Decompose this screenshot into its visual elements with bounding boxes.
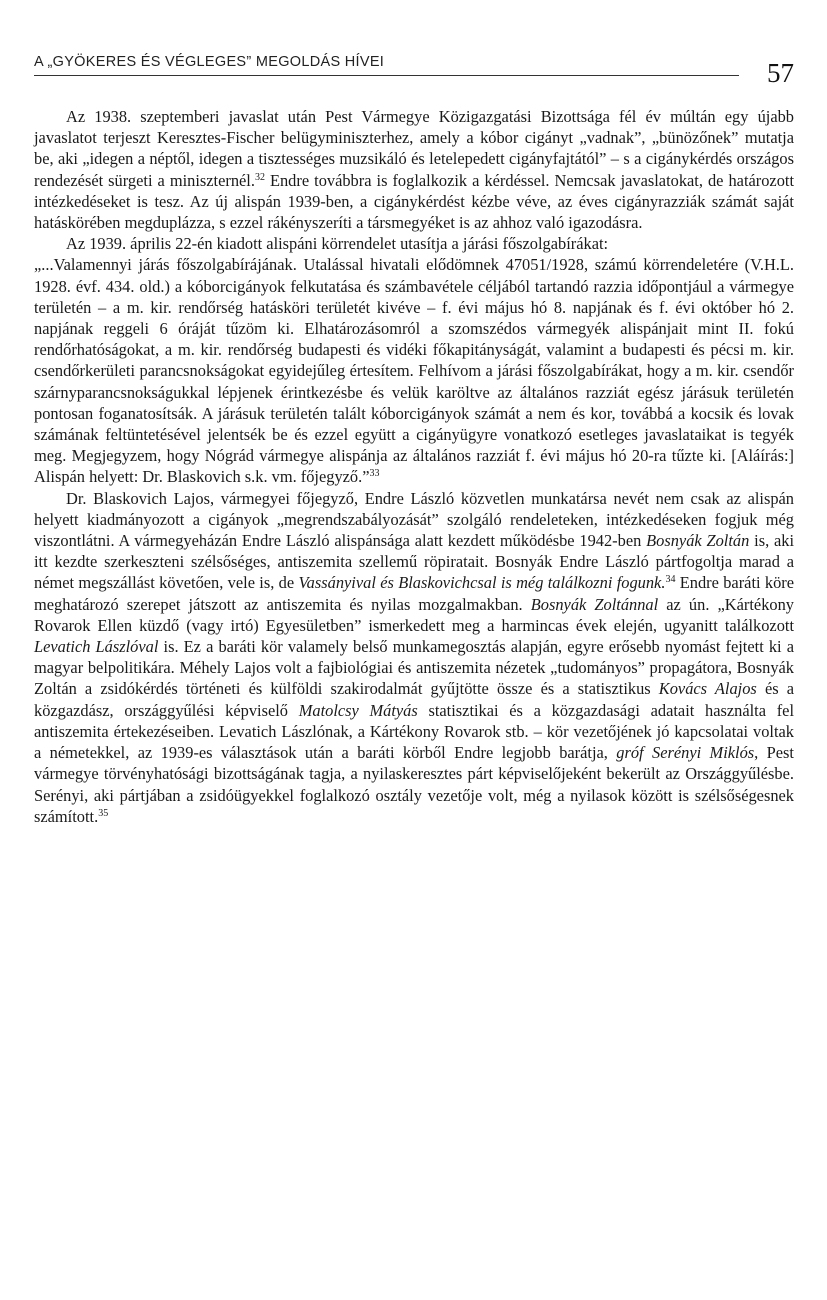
quoted-decree: [34, 254, 794, 487]
italic-name-bosnyak-2: Bosnyák Zoltánnal: [530, 594, 659, 614]
paragraph-4-text-h: , Pest vármegye törvényhatósági bizottságának tagja, a nyilaskeresztes párt képviselőjeként bekerült az Országgyűlésbe. Serényi, aki pártjában a zsidóügyekkel foglalkozó osztály vezetője volt, még a nyilasok között is szélsőségesnek számított.: [34, 743, 794, 826]
footnote-ref-32: 32: [254, 171, 265, 183]
paragraph-2-text: Az 1939. április 22-én kiadott alispáni körrendelet utasítja a járási főszolgabírákat:: [66, 234, 609, 254]
paragraph-4-text-g: statisztikai és a közgazdasági adatait használta fel antiszemita értekezéseiben. Levatich Lászlónak, a Kártékony Rovarok stb. – kör vezetőjének jó kapcsolatai voltak a németekkel, az 1939-es választások után a baráti körből Endre legjobb barátja,: [34, 700, 794, 763]
paragraph-4-text-f: és a közgazdász, országgyűlési képviselő: [34, 679, 795, 720]
italic-name-levatich: Levatich Lászlóval: [34, 637, 159, 657]
paragraph-2: [34, 233, 794, 254]
page-header: [34, 44, 794, 88]
italic-name-serenyi: gróf Serényi Miklós: [616, 743, 755, 763]
footnote-ref-35: 35: [98, 807, 109, 819]
quoted-decree-text: „...Valamennyi járás főszolgabírájának. Utalással hivatali elődömnek 47051/1928, számú körrendeletére (V.H.L. 1928. évf. 434. old.) a kóborcigányok felkutatása és számbavétele céljából tartandó razzia időpontjául a vármegye területén – a m. kir. rendőrség hatásköri területét kivéve – f. évi május hó 8. napjának és f. évi október hó 2. napjának reggeli 6 óráját tűzöm ki. Elhatározásomról a szomszédos vármegyék alispánjait mint II. fokú rendőrhatóságokat, a m. kir. rendőrség budapesti és vidéki főkapitányságát, valamint a budapesti és pécsi m. kir. csendőrkerületi parancsnokságokat egyidejűleg értesítem. Felhívom a járási főszolgabírákat, hogy a m. kir. csendőr szárnyparancsnokságukkal lépjenek érintkezésbe és velük karöltve az általános razziát egész járásuk területén pontosan foganatosítsák. A járásuk területén talált kóborcigányok számát a nem és kor, továbbá a kocsik és lovak számának feltüntetésével jelentsék be és ezzel együtt a cigányügyre vonatkozó esetleges javaslataikat is tegyék meg. Megjegyzem, hogy Nógrád vármegye alispánja az általános razziát f. évi május hó 20-ra tűzte ki. [Aláírás:] Alispán helyett: Dr. Blaskovich s.k. vm. főjegyző.”: [34, 255, 794, 487]
italic-phrase-vassanyi: Vassányival és Blaskovichcsal is még találkozni fogunk.: [298, 573, 666, 593]
page-number: 57: [767, 58, 794, 88]
italic-name-kovacs: Kovács Alajos: [658, 679, 757, 699]
paragraph-4-text-e: is. Ez a baráti kör valamely belső munkamegosztás alapján, egyre erősebb nyomást fejtett ki a magyar belpolitikára. Méhely Lajos volt a fajbiológiai és antiszemita nézetek „tudományos” propagátora, Bosnyák Zoltán a zsidókérdés történeti és külföldi szakirodalmát gyűjtötte össze és a statisztikus: [34, 637, 794, 699]
paragraph-4-text-d: az ún. „Kártékony Rovarok Ellen küzdő (vagy irtó) Egyesületben” ismerkedett meg a harmincas évek elején, ugyanitt találkozott: [34, 594, 794, 635]
footnote-ref-34: 34: [665, 574, 676, 586]
paragraph-4-text-c: Endre baráti köre meghatározó szerepet játszott az antiszemita és nyilas mozgalmakban.: [34, 573, 795, 614]
paragraph-4-text-b: is, aki itt kezdte szerkeszteni szélsőséges, antiszemita szellemű röpiratait. Bosnyák Endre László pártfogoltja marad a német megszállást követően, vele is, de: [34, 531, 795, 593]
footnote-ref-33: 33: [369, 468, 380, 480]
paragraph-4-text-a: Dr. Blaskovich Lajos, vármegyei főjegyző, Endre László közvetlen munkatársa nevét nem csak az alispán helyett kiadmányozott a cigányok „megrendszabályozását” szolgáló rendeleteken, intézkedéseken fogjuk még viszontlátni. A vármegyeházán Endre László alispánsága alatt kezdett működésbe 1942-ben: [34, 488, 794, 551]
header-rule: [34, 75, 739, 76]
paragraph-4: [34, 488, 794, 827]
body-text: [34, 106, 794, 827]
paragraph-1-text-a: Az 1938. szeptemberi javaslat után Pest Vármegye Közigazgatási Bizottsága fél év múltán egy újabb javaslatot terjeszt Keresztes-Fischer belügyminiszterhez, amely a kóbor cigányt „vadnak”, „bünözőnek” mutatja be, aki „idegen a néptől, idegen a tisztességes muzsikáló és letelepedett cigányfajtától” – s a cigánykérdés országos rendezését sürgeti a miniszternél.: [34, 107, 794, 190]
paragraph-1: [34, 106, 794, 233]
paragraph-1-text-b: Endre továbbra is foglalkozik a kérdéssel. Nemcsak javaslatokat, de határozott intézkedéseket is tesz. Az új alispán 1939-ben, a cigánykérdést kézbe véve, az éves cigányrazziák számát saját hatáskörében megduplázza, s ezzel rákényszeríti a társmegyéket is az ahhoz való igazodásra.: [34, 170, 794, 233]
italic-name-bosnyak: Bosnyák Zoltán: [646, 531, 750, 551]
running-head: A „GYÖKERES ÉS VÉGLEGES” MEGOLDÁS HÍVEI: [34, 54, 385, 70]
italic-name-matolcsy: Matolcsy Mátyás: [298, 700, 418, 720]
